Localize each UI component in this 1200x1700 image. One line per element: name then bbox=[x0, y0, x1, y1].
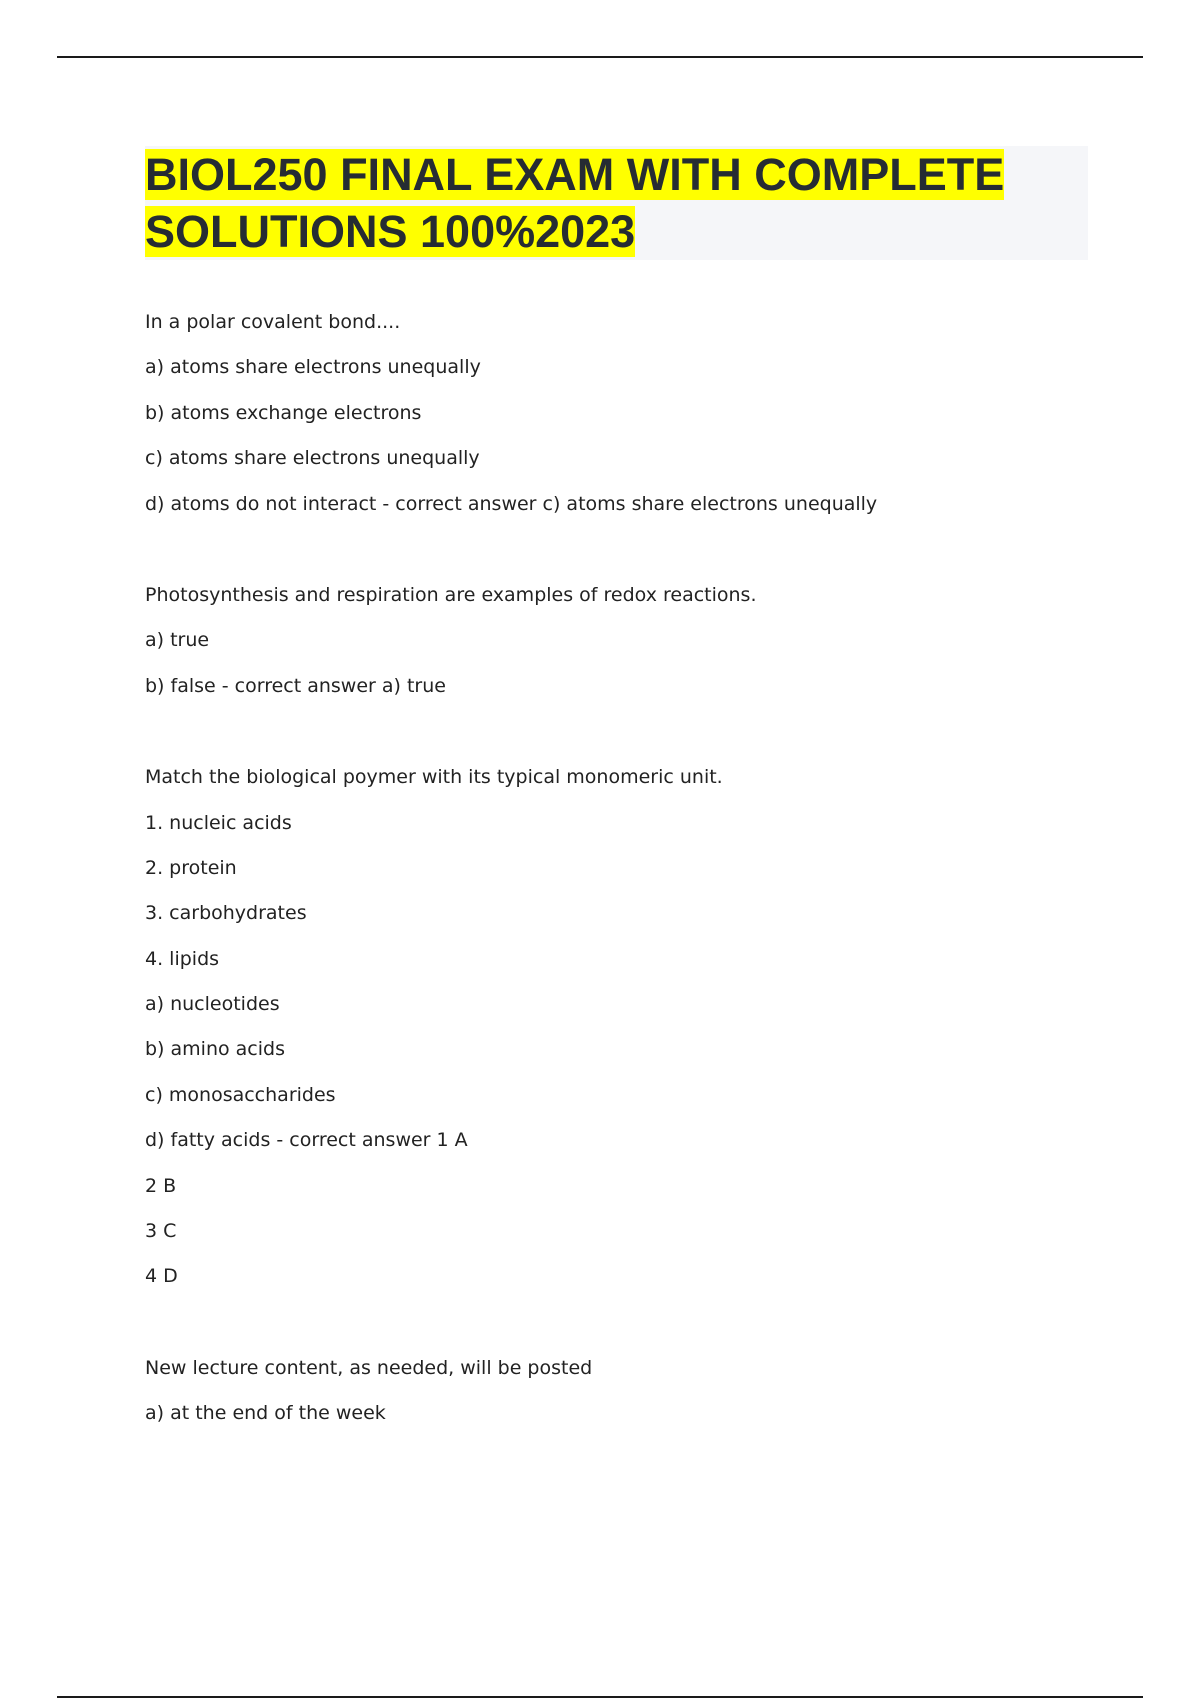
solution-line: 4 D bbox=[145, 1265, 178, 1288]
page-bottom-rule bbox=[57, 1696, 1143, 1698]
answer-option-with-solution: d) atoms do not interact - correct answer c) atoms share electrons unequally bbox=[145, 492, 878, 515]
answer-option: a) true bbox=[145, 629, 210, 652]
question-prompt: Match the biological poymer with its typical monomeric unit. bbox=[145, 766, 723, 789]
monomer-option: b) amino acids bbox=[145, 1038, 285, 1061]
answer-option: c) atoms share electrons unequally bbox=[145, 447, 480, 470]
document-body bbox=[145, 300, 1095, 1483]
page-top-rule bbox=[57, 56, 1143, 58]
title-highlight: BIOL250 FINAL EXAM WITH COMPLETE SOLUTIONS 100%2023 bbox=[145, 149, 1005, 257]
answer-option: b) atoms exchange electrons bbox=[145, 401, 422, 424]
monomer-option: c) monosaccharides bbox=[145, 1083, 336, 1106]
polymer-item: 4. lipids bbox=[145, 947, 220, 970]
monomer-option: a) nucleotides bbox=[145, 993, 280, 1016]
question-prompt: Photosynthesis and respiration are examples of redox reactions. bbox=[145, 583, 757, 606]
question-prompt: In a polar covalent bond.... bbox=[145, 311, 401, 333]
document-title bbox=[145, 146, 1088, 260]
question-prompt: New lecture content, as needed, will be posted bbox=[145, 1356, 593, 1379]
monomer-option-with-solution: d) fatty acids - correct answer 1 A bbox=[145, 1129, 468, 1152]
question-3 bbox=[145, 755, 1095, 1300]
solution-line: 2 B bbox=[145, 1174, 177, 1197]
answer-option-with-solution: b) false - correct answer a) true bbox=[145, 674, 446, 697]
answer-option: a) at the end of the week bbox=[145, 1402, 386, 1425]
polymer-item: 3. carbohydrates bbox=[145, 902, 307, 925]
question-2 bbox=[145, 573, 1095, 709]
polymer-item: 2. protein bbox=[145, 856, 237, 879]
polymer-item: 1. nucleic acids bbox=[145, 811, 292, 834]
title-block bbox=[145, 146, 1088, 260]
question-4 bbox=[145, 1346, 1095, 1437]
answer-option: a) atoms share electrons unequally bbox=[145, 356, 481, 379]
question-1 bbox=[145, 300, 1095, 527]
solution-line: 3 C bbox=[145, 1220, 177, 1243]
